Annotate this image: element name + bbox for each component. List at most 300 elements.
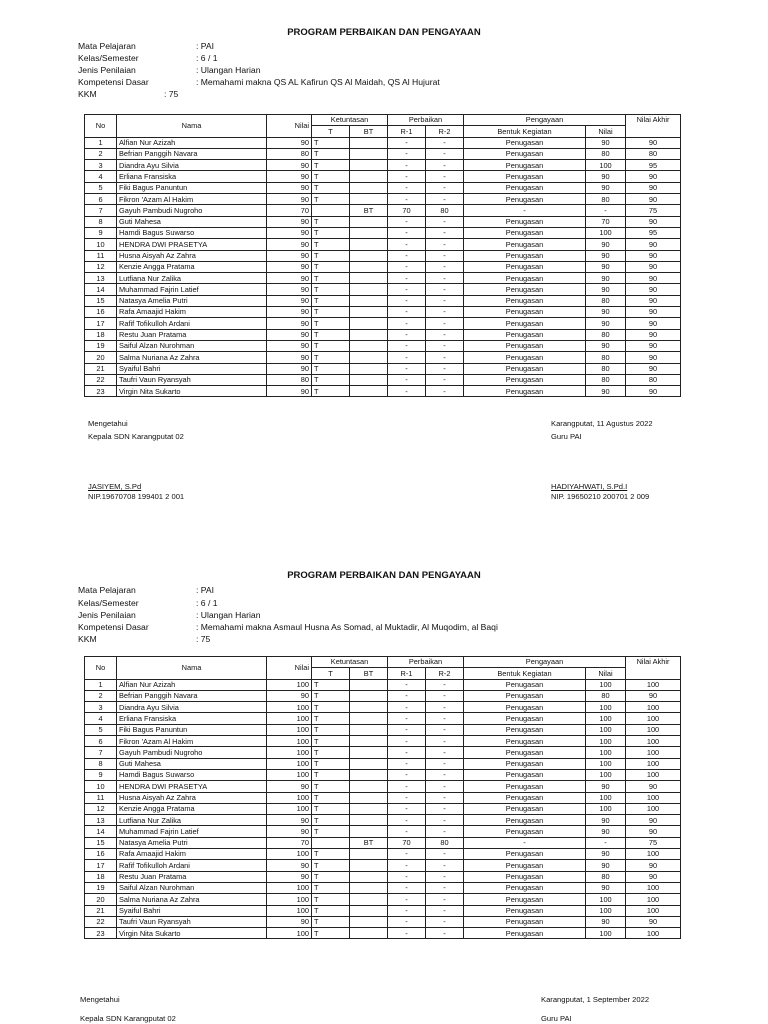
ketuntasan-t: T <box>312 736 350 747</box>
ketuntasan-t: T <box>312 792 350 803</box>
student-name: Fikron 'Azam Al Hakim <box>117 194 267 205</box>
table-row <box>85 679 681 690</box>
final-score: 90 <box>626 261 681 272</box>
score: 100 <box>267 736 312 747</box>
final-score: 100 <box>626 928 681 939</box>
header-nilai-akhir: Nilai Akhir <box>626 115 681 138</box>
remedial-r1: - <box>388 329 426 340</box>
row-no: 18 <box>85 329 117 340</box>
student-name: Erliana Fransiska <box>117 713 267 724</box>
ketuntasan-t: T <box>312 758 350 769</box>
enrichment-score: 90 <box>586 340 626 351</box>
score: 90 <box>267 781 312 792</box>
enrichment-activity: Penugasan <box>464 352 586 363</box>
remedial-r2: - <box>426 329 464 340</box>
table-row <box>85 781 681 792</box>
ketuntasan-bt <box>350 340 388 351</box>
final-score: 95 <box>626 227 681 238</box>
score: 100 <box>267 747 312 758</box>
enrichment-activity: Penugasan <box>464 702 586 713</box>
remedial-r2: - <box>426 171 464 182</box>
ketuntasan-bt <box>350 239 388 250</box>
remedial-r1: - <box>388 340 426 351</box>
row-no: 7 <box>85 205 117 216</box>
remedial-r2: - <box>426 815 464 826</box>
row-no: 10 <box>85 781 117 792</box>
row-no: 9 <box>85 227 117 238</box>
enrichment-score: 80 <box>586 363 626 374</box>
final-score: 100 <box>626 679 681 690</box>
row-no: 12 <box>85 261 117 272</box>
score: 90 <box>267 261 312 272</box>
remedial-r1: - <box>388 815 426 826</box>
enrichment-score: 100 <box>586 905 626 916</box>
ketuntasan-bt <box>350 803 388 814</box>
remedial-r2: - <box>426 194 464 205</box>
student-name: HENDRA DWI PRASETYA <box>117 781 267 792</box>
score: 90 <box>267 860 312 871</box>
final-score: 90 <box>626 916 681 927</box>
row-no: 5 <box>85 182 117 193</box>
final-score: 90 <box>626 216 681 227</box>
row-no: 9 <box>85 769 117 780</box>
table-row <box>85 216 681 227</box>
ketuntasan-t: T <box>312 160 350 171</box>
table-row <box>85 295 681 306</box>
grade-table-body <box>85 137 681 397</box>
table-row <box>85 769 681 780</box>
score: 90 <box>267 352 312 363</box>
ketuntasan-bt <box>350 194 388 205</box>
score: 90 <box>267 871 312 882</box>
remedial-r2: - <box>426 747 464 758</box>
enrichment-activity: Penugasan <box>464 239 586 250</box>
header-ketuntasan: Ketuntasan <box>312 657 388 668</box>
score: 100 <box>267 679 312 690</box>
final-score: 100 <box>626 894 681 905</box>
ketuntasan-t: T <box>312 815 350 826</box>
final-score: 80 <box>626 148 681 159</box>
remedial-r2: - <box>426 882 464 893</box>
student-name: Virgin Nita Sukarto <box>117 928 267 939</box>
ketuntasan-bt <box>350 815 388 826</box>
ketuntasan-bt <box>350 374 388 385</box>
ketuntasan-t: T <box>312 340 350 351</box>
ketuntasan-t: T <box>312 137 350 148</box>
student-name: Fiki Bagus Panuntun <box>117 182 267 193</box>
enrichment-activity: - <box>464 837 586 848</box>
ketuntasan-bt <box>350 284 388 295</box>
enrichment-score: 90 <box>586 318 626 329</box>
remedial-r2: - <box>426 261 464 272</box>
table-row <box>85 792 681 803</box>
remedial-r2: - <box>426 928 464 939</box>
header-nilai: Nilai <box>267 657 312 680</box>
table-row <box>85 826 681 837</box>
row-no: 16 <box>85 849 117 860</box>
ketuntasan-t: T <box>312 148 350 159</box>
remedial-r2: - <box>426 318 464 329</box>
student-name: Husna Aisyah Az Zahra <box>117 792 267 803</box>
enrichment-activity: Penugasan <box>464 182 586 193</box>
table-row <box>85 758 681 769</box>
enrichment-score: - <box>586 837 626 848</box>
score: 80 <box>267 148 312 159</box>
remedial-r1: - <box>388 216 426 227</box>
table-row <box>85 363 681 374</box>
final-score: 90 <box>626 781 681 792</box>
remedial-r1: - <box>388 137 426 148</box>
row-no: 2 <box>85 148 117 159</box>
score: 90 <box>267 318 312 329</box>
remedial-r2: - <box>426 736 464 747</box>
final-score: 80 <box>626 374 681 385</box>
remedial-r2: - <box>426 363 464 374</box>
final-score: 90 <box>626 815 681 826</box>
final-score: 90 <box>626 284 681 295</box>
ketuntasan-t: T <box>312 916 350 927</box>
remedial-r1: - <box>388 307 426 318</box>
remedial-r1: - <box>388 871 426 882</box>
enrichment-activity: Penugasan <box>464 826 586 837</box>
ketuntasan-bt <box>350 148 388 159</box>
ketuntasan-bt <box>350 894 388 905</box>
student-name: Taufri Vaun Ryansyah <box>117 374 267 385</box>
ketuntasan-t: T <box>312 713 350 724</box>
table-row <box>85 724 681 735</box>
ketuntasan-t: T <box>312 849 350 860</box>
remedial-r1: - <box>388 273 426 284</box>
ketuntasan-bt <box>350 916 388 927</box>
remedial-r2: - <box>426 803 464 814</box>
student-name: Muhammad Fajrin Latief <box>117 826 267 837</box>
ketuntasan-t: T <box>312 182 350 193</box>
score: 90 <box>267 284 312 295</box>
student-name: Taufri Vaun Ryansyah <box>117 916 267 927</box>
table-row <box>85 137 681 148</box>
student-name: Fikron 'Azam Al Hakim <box>117 736 267 747</box>
remedial-r1: - <box>388 160 426 171</box>
header-r2: R-2 <box>426 668 464 679</box>
enrichment-score: 80 <box>586 871 626 882</box>
student-name: Alfian Nur Azizah <box>117 679 267 690</box>
enrichment-score: 90 <box>586 826 626 837</box>
score: 100 <box>267 882 312 893</box>
score: 90 <box>267 916 312 927</box>
enrichment-activity: Penugasan <box>464 216 586 227</box>
student-name: Rafif Tofikulloh Ardani <box>117 318 267 329</box>
page-title-2: PROGRAM PERBAIKAN DAN PENGAYAAN <box>287 570 481 581</box>
score: 90 <box>267 160 312 171</box>
table-row <box>85 148 681 159</box>
remedial-r1: - <box>388 916 426 927</box>
final-score: 100 <box>626 849 681 860</box>
table-row <box>85 194 681 205</box>
grade-table-body <box>85 679 681 939</box>
row-no: 15 <box>85 837 117 848</box>
table-row <box>85 318 681 329</box>
ketuntasan-t: T <box>312 679 350 690</box>
enrichment-activity: Penugasan <box>464 148 586 159</box>
table-row <box>85 273 681 284</box>
enrichment-score: 100 <box>586 724 626 735</box>
ketuntasan-t: T <box>312 374 350 385</box>
table-row <box>85 905 681 916</box>
row-no: 15 <box>85 295 117 306</box>
remedial-r1: - <box>388 148 426 159</box>
table-row <box>85 928 681 939</box>
ketuntasan-bt <box>350 690 388 701</box>
ketuntasan-t: T <box>312 803 350 814</box>
remedial-r1: - <box>388 182 426 193</box>
student-name: Alfian Nur Azizah <box>117 137 267 148</box>
header-pengayaan: Pengayaan <box>464 657 626 668</box>
enrichment-score: 90 <box>586 815 626 826</box>
final-score: 90 <box>626 137 681 148</box>
header-r1: R-1 <box>388 126 426 137</box>
table-row <box>85 815 681 826</box>
score: 90 <box>267 815 312 826</box>
final-score: 90 <box>626 194 681 205</box>
remedial-r2: 80 <box>426 837 464 848</box>
table-row <box>85 713 681 724</box>
student-name: Virgin Nita Sukarto <box>117 386 267 397</box>
final-score: 90 <box>626 182 681 193</box>
ketuntasan-bt <box>350 137 388 148</box>
ketuntasan-bt <box>350 329 388 340</box>
sign-left-2: Mengetahui Kepala SDN Karangputat 02 <box>80 995 176 1023</box>
ketuntasan-t: T <box>312 250 350 261</box>
score: 100 <box>267 928 312 939</box>
enrichment-activity: Penugasan <box>464 679 586 690</box>
remedial-r2: - <box>426 284 464 295</box>
ketuntasan-t: T <box>312 882 350 893</box>
remedial-r1: - <box>388 295 426 306</box>
table-row <box>85 307 681 318</box>
remedial-r1: - <box>388 227 426 238</box>
row-no: 3 <box>85 702 117 713</box>
ketuntasan-t: T <box>312 690 350 701</box>
enrichment-score: 100 <box>586 747 626 758</box>
remedial-r2: - <box>426 250 464 261</box>
remedial-r1: - <box>388 792 426 803</box>
final-score: 90 <box>626 250 681 261</box>
ketuntasan-t: T <box>312 894 350 905</box>
score: 90 <box>267 273 312 284</box>
row-no: 3 <box>85 160 117 171</box>
score: 100 <box>267 792 312 803</box>
remedial-r2: - <box>426 826 464 837</box>
ketuntasan-bt <box>350 227 388 238</box>
table-row <box>85 284 681 295</box>
header-pengayaan: Pengayaan <box>464 115 626 126</box>
remedial-r2: - <box>426 160 464 171</box>
final-score: 90 <box>626 386 681 397</box>
header-ketuntasan: Ketuntasan <box>312 115 388 126</box>
enrichment-activity: Penugasan <box>464 329 586 340</box>
remedial-r1: - <box>388 781 426 792</box>
enrichment-activity: Penugasan <box>464 261 586 272</box>
final-score: 90 <box>626 352 681 363</box>
header-nama: Nama <box>117 657 267 680</box>
score: 90 <box>267 340 312 351</box>
row-no: 14 <box>85 826 117 837</box>
student-name: Muhammad Fajrin Latief <box>117 284 267 295</box>
student-name: Befrian Panggih Navara <box>117 148 267 159</box>
ketuntasan-bt <box>350 679 388 690</box>
sign-left-1: Mengetahui Kepala SDN Karangputat 02 JASIYEM, S.Pd NIP.19670708 199401 2 001 <box>88 419 185 501</box>
score: 100 <box>267 724 312 735</box>
enrichment-score: 70 <box>586 216 626 227</box>
remedial-r1: - <box>388 352 426 363</box>
score: 100 <box>267 702 312 713</box>
row-no: 16 <box>85 307 117 318</box>
remedial-r1: - <box>388 713 426 724</box>
remedial-r2: - <box>426 860 464 871</box>
enrichment-activity: Penugasan <box>464 736 586 747</box>
enrichment-score: 100 <box>586 227 626 238</box>
enrichment-activity: Penugasan <box>464 284 586 295</box>
ketuntasan-bt <box>350 849 388 860</box>
final-score: 75 <box>626 205 681 216</box>
table-row <box>85 329 681 340</box>
enrichment-score: 90 <box>586 273 626 284</box>
remedial-r1: - <box>388 239 426 250</box>
enrichment-score: 90 <box>586 182 626 193</box>
ketuntasan-bt <box>350 363 388 374</box>
enrichment-activity: Penugasan <box>464 815 586 826</box>
ketuntasan-bt <box>350 273 388 284</box>
student-name: Befrian Panggih Navara <box>117 690 267 701</box>
enrichment-score: 90 <box>586 250 626 261</box>
remedial-r1: - <box>388 318 426 329</box>
row-no: 8 <box>85 216 117 227</box>
score: 100 <box>267 849 312 860</box>
row-no: 11 <box>85 250 117 261</box>
student-name: Restu Juan Pratama <box>117 871 267 882</box>
enrichment-score: 100 <box>586 803 626 814</box>
enrichment-score: 100 <box>586 679 626 690</box>
remedial-r2: - <box>426 758 464 769</box>
table-row <box>85 860 681 871</box>
enrichment-activity: - <box>464 205 586 216</box>
teacher-nip: NIP. 19650210 200701 2 009 <box>551 492 650 501</box>
header-r2: R-2 <box>426 126 464 137</box>
score: 90 <box>267 363 312 374</box>
remedial-r2: - <box>426 713 464 724</box>
enrichment-activity: Penugasan <box>464 803 586 814</box>
final-score: 95 <box>626 160 681 171</box>
score: 100 <box>267 803 312 814</box>
final-score: 100 <box>626 803 681 814</box>
enrichment-activity: Penugasan <box>464 194 586 205</box>
remedial-r2: - <box>426 679 464 690</box>
header-bt: BT <box>350 668 388 679</box>
final-score: 75 <box>626 837 681 848</box>
score: 90 <box>267 295 312 306</box>
header-bentuk-kegiatan: Bentuk Kegiatan <box>464 668 586 679</box>
ketuntasan-t: T <box>312 826 350 837</box>
remedial-r1: - <box>388 250 426 261</box>
ketuntasan-bt <box>350 182 388 193</box>
remedial-r2: - <box>426 137 464 148</box>
enrichment-activity: Penugasan <box>464 363 586 374</box>
remedial-r2: - <box>426 216 464 227</box>
ketuntasan-bt <box>350 216 388 227</box>
row-no: 12 <box>85 803 117 814</box>
enrichment-activity: Penugasan <box>464 386 586 397</box>
student-name: Husna Aisyah Az Zahra <box>117 250 267 261</box>
table-row <box>85 160 681 171</box>
row-no: 22 <box>85 374 117 385</box>
score: 90 <box>267 182 312 193</box>
ketuntasan-t: T <box>312 261 350 272</box>
row-no: 1 <box>85 679 117 690</box>
score: 70 <box>267 205 312 216</box>
row-no: 6 <box>85 736 117 747</box>
ketuntasan-bt <box>350 295 388 306</box>
enrichment-score: 100 <box>586 702 626 713</box>
remedial-r2: - <box>426 916 464 927</box>
final-score: 90 <box>626 690 681 701</box>
table-row <box>85 736 681 747</box>
final-score: 100 <box>626 758 681 769</box>
remedial-r1: - <box>388 679 426 690</box>
remedial-r2: - <box>426 273 464 284</box>
remedial-r1: - <box>388 194 426 205</box>
header-sub-nilai: Nilai <box>586 668 626 679</box>
score: 100 <box>267 758 312 769</box>
table-row <box>85 340 681 351</box>
student-name: Natasya Amelia Putri <box>117 295 267 306</box>
enrichment-score: 90 <box>586 781 626 792</box>
table-row <box>85 374 681 385</box>
student-name: Erliana Fransiska <box>117 171 267 182</box>
remedial-r2: - <box>426 239 464 250</box>
ketuntasan-bt <box>350 724 388 735</box>
enrichment-score: 90 <box>586 261 626 272</box>
enrichment-score: 100 <box>586 713 626 724</box>
score: 90 <box>267 386 312 397</box>
table-row <box>85 747 681 758</box>
ketuntasan-bt <box>350 769 388 780</box>
ketuntasan-bt <box>350 882 388 893</box>
remedial-r1: - <box>388 702 426 713</box>
grade-table-1 <box>84 114 681 397</box>
header-bentuk-kegiatan: Bentuk Kegiatan <box>464 126 586 137</box>
grade-table-2 <box>84 656 681 939</box>
ketuntasan-bt <box>350 736 388 747</box>
score: 90 <box>267 239 312 250</box>
final-score: 90 <box>626 239 681 250</box>
ketuntasan-bt <box>350 261 388 272</box>
enrichment-score: 100 <box>586 928 626 939</box>
student-name: Rafa Amaajid Hakim <box>117 849 267 860</box>
remedial-r2: - <box>426 781 464 792</box>
table-row <box>85 205 681 216</box>
ketuntasan-bt <box>350 928 388 939</box>
row-no: 14 <box>85 284 117 295</box>
enrichment-score: 90 <box>586 171 626 182</box>
remedial-r2: - <box>426 386 464 397</box>
final-score: 90 <box>626 295 681 306</box>
ketuntasan-t: T <box>312 724 350 735</box>
score: 100 <box>267 894 312 905</box>
enrichment-activity: Penugasan <box>464 724 586 735</box>
remedial-r2: - <box>426 690 464 701</box>
enrichment-activity: Penugasan <box>464 137 586 148</box>
remedial-r2: - <box>426 849 464 860</box>
